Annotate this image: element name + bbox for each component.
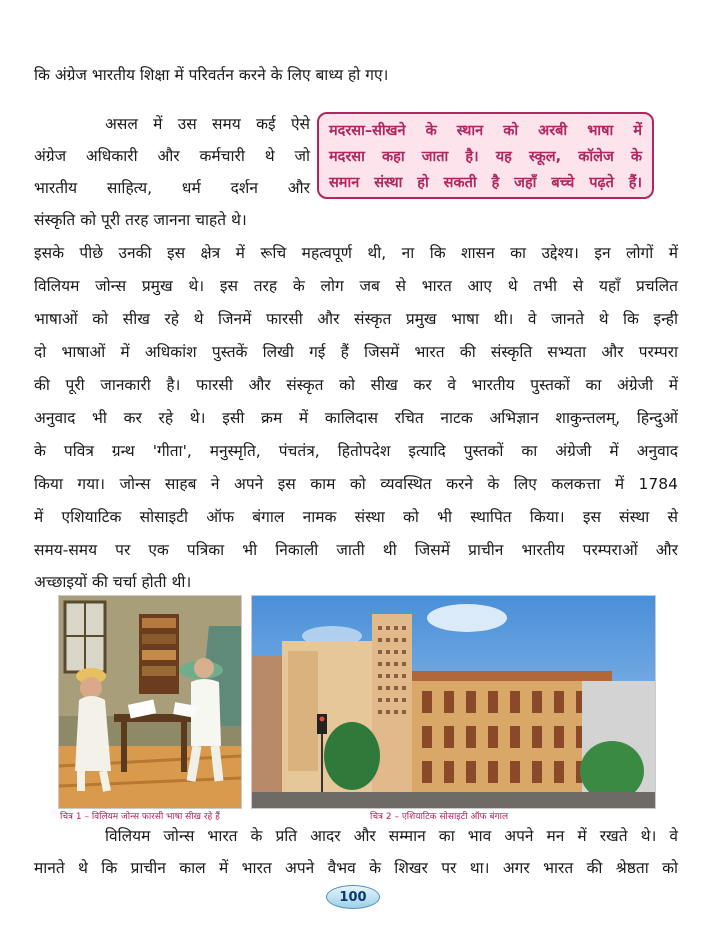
body-line-3: भाषाओं को सीख रहे थे जिनमें फारसी और संस्कृत प्रमुख भाषा थी। वे जानते थे कि इन्ही xyxy=(34,310,678,328)
body-line-7: के पवित्र ग्रन्थ 'गीता', मनुस्मृति, पंचतंत्र, हितोपदेश इत्यादि पुस्तकों का अंग्रेजी में अनुवाद xyxy=(34,442,678,460)
intro-line-2: अंग्रेज अधिकारी और कर्मचारी थे जो xyxy=(34,147,310,165)
figure-2-photo xyxy=(251,595,656,809)
opening-line: कि अंग्रेज भारतीय शिक्षा में परिवर्तन करने के लिए बाध्य हो गए। xyxy=(34,66,389,84)
intro-line-3: भारतीय साहित्य, धर्म दर्शन और xyxy=(34,179,310,197)
body-line-2: विलियम जोन्स प्रमुख थे। इस तरह के लोग जब से भारत आए थे तभी से यहाँ प्रचलित xyxy=(34,277,678,295)
figure-2-caption: चित्र 2 – एशियाटिक सोसाइटी ऑफ बंगाल xyxy=(370,812,509,822)
body-line-5: की पूरी जानकारी है। फारसी और संस्कृत को सीख कर वे भारतीय पुस्तकों का अंग्रेजी में xyxy=(34,376,678,394)
callout-line-2: मदरसा कहा जाता है। यह स्कूल, कॉलेज के xyxy=(329,149,642,165)
figure-1-caption: चित्र 1 – विलियम जोन्स फारसी भाषा सीख रहे हैं xyxy=(60,812,220,822)
body-line-8: किया गया। जोन्स साहब ने अपने इस काम को व्यवस्थित करने के लिए कलकत्ता में 1784 xyxy=(34,475,678,493)
figure-2-scene xyxy=(252,596,655,808)
page-number: 100 xyxy=(339,889,367,905)
intro-line-1: असल में उस समय कई ऐसे xyxy=(105,115,310,133)
closing-line-1: विलियम जोन्स भारत के प्रति आदर और सम्मान का भाव अपने मन में रखते थे। वे xyxy=(105,827,678,845)
body-line-11: अच्छाइयों की चर्चा होती थी। xyxy=(34,573,192,591)
figure-1-scene xyxy=(59,596,241,808)
callout-line-1: मदरसा–सीखने के स्थान को अरबी भाषा में xyxy=(329,123,642,139)
body-line-6: अनुवाद भी कर रहे थे। इसी क्रम में कालिदास रचित नाटक अभिज्ञान शाकुन्तलम्, हिन्दुओं xyxy=(34,409,678,427)
madrasa-definition-callout xyxy=(317,112,654,199)
intro-line-4: संस्कृति को पूरी तरह जानना चाहते थे। xyxy=(34,211,247,229)
body-line-10: समय-समय पर एक पत्रिका भी निकाली जाती थी जिसमें प्राचीन भारतीय परम्पराओं और xyxy=(34,541,678,559)
page-number-badge xyxy=(326,885,380,909)
closing-line-2: मानते थे कि प्राचीन काल में भारत अपने वैभव के शिखर पर था। अगर भारत की श्रेष्ठता को xyxy=(34,859,678,877)
body-line-1: इसके पीछे उनकी इस क्षेत्र में रूचि महत्वपूर्ण थी, ना कि शासन का उद्देश्य। इन लोगों में xyxy=(34,244,678,262)
body-line-9: में एशियाटिक सोसाइटी ऑफ बंगाल नामक संस्था को भी स्थापित किया। इस संस्था से xyxy=(34,508,678,526)
figure-1-illustration xyxy=(58,595,242,809)
callout-line-3: समान संस्था हो सकती है जहाँ बच्चे पढ़ते हैं। xyxy=(329,175,642,191)
body-line-4: दो भाषाओं में अधिकांश पुस्तकें लिखी गई हैं जिसमें भारत की संस्कृति सभ्यता और परम्परा xyxy=(34,343,678,361)
